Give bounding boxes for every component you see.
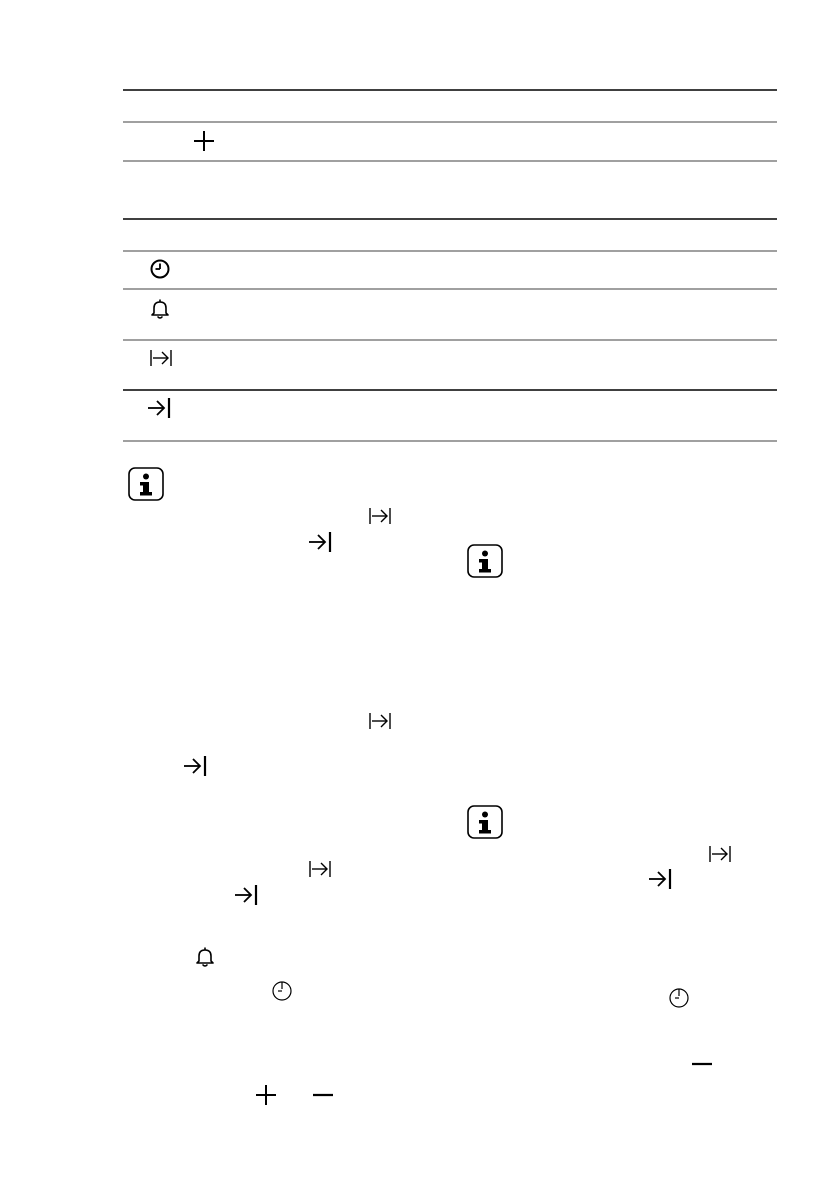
bell-icon bbox=[197, 948, 213, 967]
clock-icon bbox=[152, 261, 169, 278]
clock-icon bbox=[273, 982, 291, 1000]
info-icon bbox=[468, 806, 502, 838]
duration-icon bbox=[370, 713, 390, 729]
duration-icon bbox=[151, 350, 171, 366]
end-time-icon bbox=[309, 532, 330, 552]
duration-icon bbox=[370, 508, 390, 524]
duration-icon bbox=[710, 846, 730, 862]
plus-icon bbox=[256, 1085, 276, 1105]
bell-icon bbox=[152, 300, 168, 319]
clock-icon bbox=[670, 989, 688, 1007]
end-time-icon bbox=[649, 869, 670, 889]
plus-icon bbox=[194, 131, 214, 151]
info-icon bbox=[129, 468, 163, 500]
end-time-icon bbox=[148, 398, 169, 418]
end-time-icon bbox=[184, 756, 205, 776]
end-time-icon bbox=[235, 885, 256, 905]
info-icon bbox=[468, 545, 502, 577]
clock-functions-table bbox=[123, 219, 777, 441]
top-table bbox=[123, 90, 777, 161]
duration-icon bbox=[310, 861, 330, 877]
